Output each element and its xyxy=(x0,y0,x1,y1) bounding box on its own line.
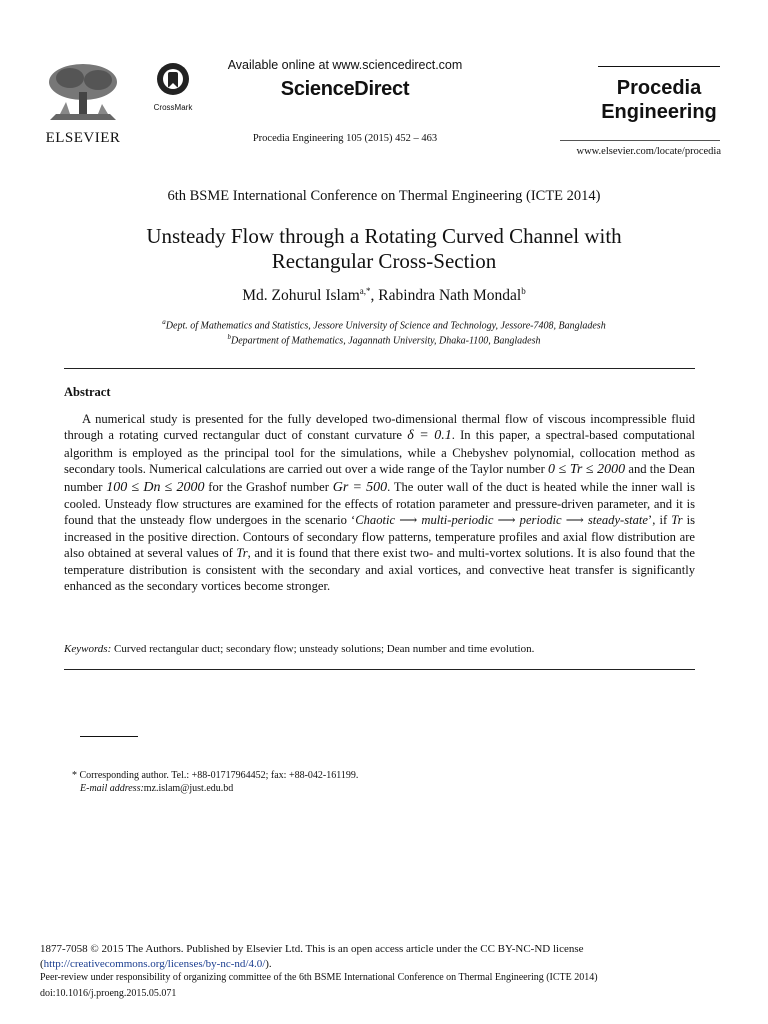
abstract-text-7: is increased in the positive direction. Contours of secondary flow patterns, temperature profiles and axial flow distribution are also obtained at several values of xyxy=(64,513,695,561)
curvature-formula: δ = 0.1 xyxy=(407,428,452,444)
affiliation-a-marker: a xyxy=(162,318,166,326)
taylor-symbol: Tr xyxy=(671,513,683,528)
affiliation-b-text: Department of Mathematics, Jagannath University, Dhaka-1100, Bangladesh xyxy=(231,335,541,347)
license-link-open: ( xyxy=(40,958,44,970)
publisher-name: ELSEVIER xyxy=(45,130,121,146)
corresponding-author-note: * Corresponding author. Tel.: +88-01717964452; fax: +88-042-161199. xyxy=(72,770,359,781)
keywords xyxy=(64,643,695,655)
grashof-formula: Gr = 500 xyxy=(332,479,388,495)
journal-title-line2: Engineering xyxy=(601,101,717,123)
abstract-text-1: A numerical study is presented for the fully developed two-dimensional thermal flow of viscous incompressible fluid through a rotating curved rectangular duct of constant curvature xyxy=(64,412,695,443)
abstract-text-5: . The outer wall of the duct is heated while the inner wall is cooled. Unsteady flow structures are examined for the effects of rotation parameter and pressure-driven parameter, and it is found that the unsteady flow undergoes in the scenario ‘ xyxy=(64,479,695,528)
conference-name: 6th BSME International Conference on Thermal Engineering (ICTE 2014) xyxy=(167,188,601,204)
license-link[interactable]: http://creativecommons.org/licenses/by-nc-nd/4.0/ xyxy=(43,958,266,970)
crossmark-label: CrossMark xyxy=(153,103,193,112)
author-1: Md. Zohurul Islam xyxy=(242,287,360,305)
journal-title-line1: Procedia xyxy=(616,77,702,99)
crossmark-badge[interactable] xyxy=(148,62,198,112)
author-2: Rabindra Nath Mondal xyxy=(378,287,522,305)
license-link-close: ). xyxy=(265,958,272,970)
paper-title-line2: Rectangular Cross-Section xyxy=(271,249,497,273)
abstract-text-4: for the Grashof number xyxy=(204,479,333,494)
journal-title-bottom-rule xyxy=(560,140,720,141)
affiliation-b-marker: b xyxy=(227,333,231,341)
author-list xyxy=(40,286,728,305)
elsevier-tree-logo xyxy=(40,62,126,124)
email-line xyxy=(80,783,233,794)
doi[interactable]: doi:10.1016/j.proeng.2015.05.071 xyxy=(40,988,177,999)
available-online-text: Available online at www.sciencedirect.com xyxy=(227,58,463,72)
copyright-notice xyxy=(40,942,730,972)
journal-title-top-rule xyxy=(598,66,720,67)
peer-review-note: Peer-review under responsibility of organizing committee of the 6th BSME International Conference on Thermal Engineering (ICTE 2014) xyxy=(40,972,598,983)
abstract-text-8: , and it is found that there exist two- and multi-vortex solutions. It is also found that the temperature distribution is consistent with the secondary and axial vortices, and convective heat transfer is significantly enhanced as the secondary vortices become stronger. xyxy=(64,546,695,594)
paper-title-line1: Unsteady Flow through a Rotating Curved Channel with xyxy=(146,224,622,248)
copyright-text: 1877-7058 © 2015 The Authors. Published by Elsevier Ltd. This is an open access article under the CC BY-NC-ND license xyxy=(40,943,584,955)
abstract-bottom-rule xyxy=(64,669,695,670)
affiliation-a xyxy=(40,318,728,331)
sciencedirect-logo[interactable]: ScienceDirect xyxy=(280,78,410,100)
journal-url[interactable]: www.elsevier.com/locate/procedia xyxy=(576,146,721,157)
affiliation-a-text: Dept. of Mathematics and Statistics, Jessore University of Science and Technology, Jessore-7408, Bangladesh xyxy=(165,320,606,332)
author-separator: , xyxy=(370,287,379,305)
flow-scenario: Chaotic ⟶ multi-periodic ⟶ periodic ⟶ steady-state xyxy=(355,513,649,528)
abstract-heading: Abstract xyxy=(64,385,111,399)
abstract-top-rule xyxy=(64,368,695,369)
keywords-label: Keywords: xyxy=(64,643,112,655)
crossmark-icon xyxy=(156,62,190,96)
footnote-rule xyxy=(80,736,138,737)
author-1-superscript: a,* xyxy=(359,286,371,296)
dean-range-formula: 100 ≤ Dn ≤ 2000 xyxy=(106,479,205,495)
journal-reference: Procedia Engineering 105 (2015) 452 – 463 xyxy=(252,133,438,144)
email-address[interactable]: mz.islam@just.edu.bd xyxy=(143,783,234,794)
abstract-text-6: ’, if xyxy=(648,513,672,528)
taylor-range-formula: 0 ≤ Tr ≤ 2000 xyxy=(548,462,626,478)
abstract-text-2: . In this paper, a spectral-based computational algorithm is employed as the principal tool for the simulations, while a Chebyshev polynomial, collocation method as secondary tools. Numerical calculations are carried out over a wide range of the Taylor number xyxy=(64,428,695,477)
abstract-text-3: and the Dean number xyxy=(64,462,695,494)
keywords-text: Curved rectangular duct; secondary flow; unsteady solutions; Dean number and time evolution. xyxy=(111,643,535,655)
email-label: E-mail address: xyxy=(80,783,144,794)
taylor-symbol-2: Tr xyxy=(236,546,248,561)
abstract-body xyxy=(64,411,695,594)
journal-title xyxy=(598,76,720,124)
affiliation-b xyxy=(40,333,728,346)
paper-title xyxy=(90,224,678,274)
author-2-superscript: b xyxy=(521,286,526,296)
